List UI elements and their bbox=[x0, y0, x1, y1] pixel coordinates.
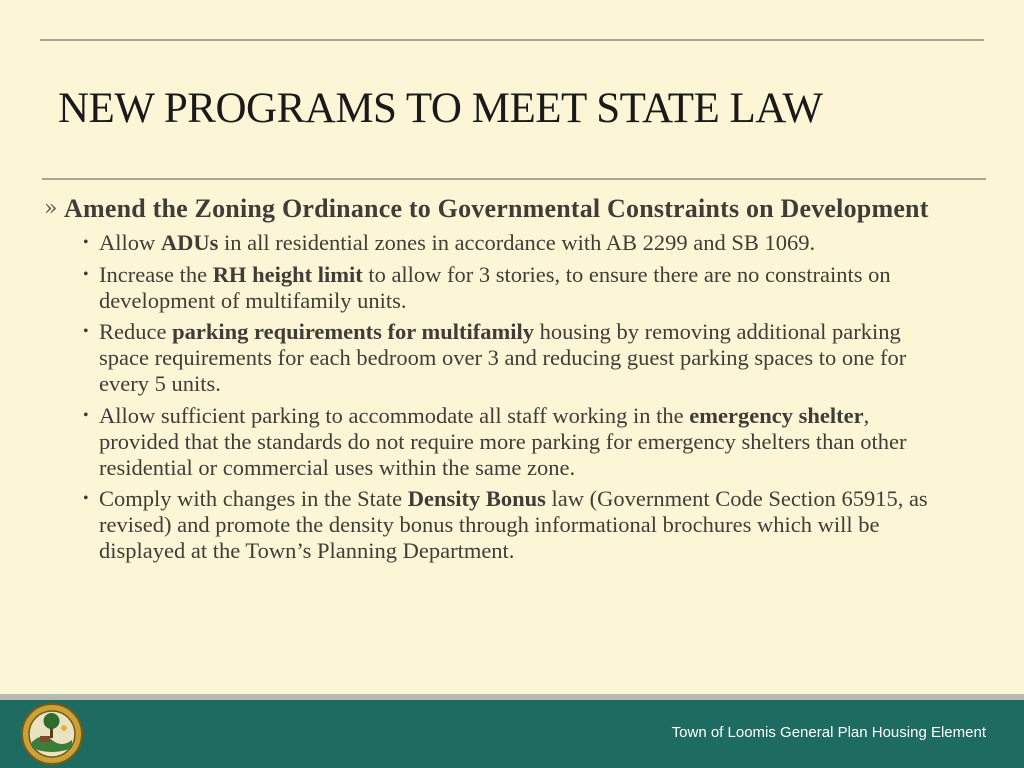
bullet-emphasis: RH height limit bbox=[212, 261, 363, 287]
sub-bullet-list bbox=[44, 230, 944, 564]
bullet-text-segment: in all residential zones in accordance with AB 2299 and SB 1069. bbox=[218, 230, 816, 255]
town-seal-icon bbox=[20, 702, 84, 766]
bullet-emphasis: parking requirements for multifamily bbox=[172, 319, 534, 344]
bullet-text-segment: Comply with changes in the State bbox=[99, 486, 408, 511]
bullet-item bbox=[83, 262, 944, 314]
bullet-dot-icon: • bbox=[83, 490, 89, 507]
main-point-marker: » bbox=[44, 196, 58, 221]
slide-body bbox=[44, 194, 944, 570]
bullet-item bbox=[83, 319, 944, 397]
bullet-item bbox=[83, 486, 944, 564]
bullet-dot-icon: • bbox=[83, 406, 89, 424]
bullet-dot-icon: • bbox=[83, 265, 89, 283]
bullet-text-segment: Allow bbox=[99, 230, 161, 255]
bullet-text bbox=[99, 403, 944, 481]
bullet-emphasis: ADUs bbox=[160, 230, 219, 255]
bullet-item bbox=[83, 403, 944, 481]
top-divider bbox=[40, 39, 984, 41]
bullet-text-segment: Reduce bbox=[99, 319, 173, 344]
bullet-text bbox=[99, 262, 944, 314]
bullet-text-segment: Increase the bbox=[99, 261, 213, 287]
bullet-emphasis: emergency shelter bbox=[689, 402, 864, 428]
footer-bar bbox=[0, 700, 1024, 768]
bullet-text bbox=[99, 319, 944, 397]
bullet-dot-icon: • bbox=[83, 323, 89, 340]
footer-caption: Town of Loomis General Plan Housing Element bbox=[671, 724, 986, 741]
bullet-text-segment: housing by removing additional parking space requirements for each bedroom over 3 and reducing guest parking spaces to one for every 5 units. bbox=[99, 319, 907, 396]
main-point-text: Amend the Zoning Ordinance to Governmental Constraints on Development bbox=[64, 194, 929, 223]
bullet-item bbox=[83, 230, 944, 256]
bullet-dot-icon: • bbox=[83, 234, 89, 251]
bullet-text-segment: Allow sufficient parking to accommodate all staff working in the bbox=[99, 402, 690, 428]
bullet-text-segment: , provided that the standards do not require more parking for emergency shelters than other residential or commercial uses within the same zone. bbox=[99, 402, 907, 480]
bullet-text-segment: law (Government Code Section 65915, as revised) and promote the density bonus through informational brochures which will be displayed at the Town’s Planning Department. bbox=[99, 486, 928, 563]
bullet-text bbox=[99, 230, 815, 256]
slide-title: NEW PROGRAMS TO MEET STATE LAW bbox=[58, 85, 823, 132]
title-divider bbox=[42, 178, 986, 180]
main-point bbox=[44, 194, 944, 224]
bullet-emphasis: Density Bonus bbox=[407, 486, 546, 511]
bullet-text bbox=[99, 486, 944, 564]
bullet-text-segment: to allow for 3 stories, to ensure there are no constraints on development of multifamily units. bbox=[99, 261, 891, 313]
